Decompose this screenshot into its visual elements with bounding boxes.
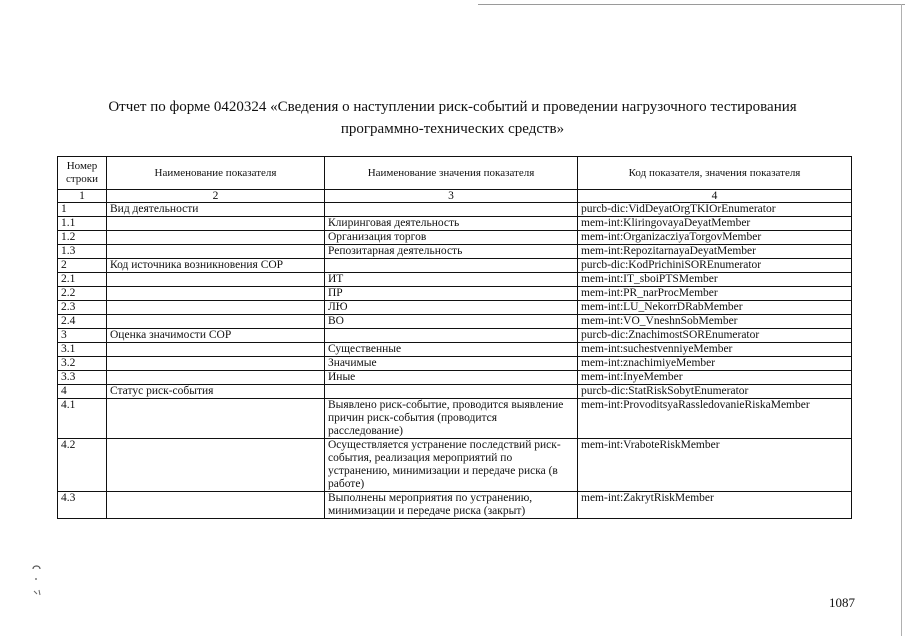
column-number: 1 (58, 190, 107, 203)
table-row (58, 343, 852, 357)
row-number: 3.2 (58, 357, 107, 371)
indicator-name (107, 357, 325, 371)
indicator-code: mem-int:ProvoditsyaRassledovanieRiskaMember (578, 399, 852, 439)
value-name: ИТ (325, 273, 578, 287)
indicator-name (107, 343, 325, 357)
row-number: 3.1 (58, 343, 107, 357)
report-title (0, 96, 905, 140)
value-name: Существенные (325, 343, 578, 357)
value-name (325, 259, 578, 273)
row-number: 2.4 (58, 315, 107, 329)
value-name: Клиринговая деятельность (325, 217, 578, 231)
indicator-name: Вид деятельности (107, 203, 325, 217)
row-number: 1.2 (58, 231, 107, 245)
column-number: 4 (578, 190, 852, 203)
header-code: Код показателя, значения показателя (578, 157, 852, 190)
indicator-name (107, 287, 325, 301)
table-row (58, 259, 852, 273)
table-row (58, 231, 852, 245)
value-name (325, 329, 578, 343)
table-row (58, 492, 852, 519)
indicator-code: mem-int:VO_VneshnSobMember (578, 315, 852, 329)
value-name: Организация торгов (325, 231, 578, 245)
indicator-name (107, 301, 325, 315)
indicator-code: mem-int:KliringovayaDeyatMember (578, 217, 852, 231)
value-name: ПР (325, 287, 578, 301)
table-row (58, 203, 852, 217)
indicator-code: purcb-dic:KodPrichiniSOREnumerator (578, 259, 852, 273)
table-row (58, 399, 852, 439)
report-title-line2: программно-технических средств» (340, 121, 565, 137)
row-number: 4.3 (58, 492, 107, 519)
table-row (58, 273, 852, 287)
indicator-code: purcb-dic:StatRiskSobytEnumerator (578, 385, 852, 399)
indicator-name: Статус риск-события (107, 385, 325, 399)
indicator-name (107, 399, 325, 439)
column-number-row (58, 190, 852, 203)
table-row (58, 357, 852, 371)
table-row (58, 217, 852, 231)
value-name: Репозитарная деятельность (325, 245, 578, 259)
value-name: Выявлено риск-событие, проводится выявление причин риск-события (проводится расследование) (325, 399, 578, 439)
indicator-name (107, 492, 325, 519)
table-row (58, 287, 852, 301)
indicator-code: mem-int:suchestvenniyeMember (578, 343, 852, 357)
indicator-name (107, 371, 325, 385)
report-title-line1: Отчет по форме 0420324 «Сведения о наступлении риск-событий и проведении нагрузочного тестирования (108, 99, 797, 115)
table-row (58, 329, 852, 343)
indicator-code: mem-int:InyeMember (578, 371, 852, 385)
indicator-code: mem-int:IT_sboiPTSMember (578, 273, 852, 287)
row-number: 2.2 (58, 287, 107, 301)
indicator-code: mem-int:ZakrytRiskMember (578, 492, 852, 519)
indicator-name: Оценка значимости СОР (107, 329, 325, 343)
indicator-name (107, 315, 325, 329)
table-header-row (58, 157, 852, 190)
row-number: 1 (58, 203, 107, 217)
row-number: 4.2 (58, 439, 107, 492)
row-number: 3.3 (58, 371, 107, 385)
row-number: 2.3 (58, 301, 107, 315)
row-number: 1.3 (58, 245, 107, 259)
row-number: 2.1 (58, 273, 107, 287)
value-name: ВО (325, 315, 578, 329)
indicator-code: mem-int:RepozitarnayaDeyatMember (578, 245, 852, 259)
indicator-code: mem-int:LU_NekorrDRabMember (578, 301, 852, 315)
column-number: 2 (107, 190, 325, 203)
row-number: 4 (58, 385, 107, 399)
column-number: 3 (325, 190, 578, 203)
table-row (58, 301, 852, 315)
scan-margin-mark (30, 563, 46, 603)
table-row (58, 439, 852, 492)
indicator-name (107, 217, 325, 231)
indicator-code: mem-int:VraboteRiskMember (578, 439, 852, 492)
page-number: 1087 (829, 595, 855, 610)
table-row (58, 315, 852, 329)
header-row-number: Номер строки (58, 157, 107, 190)
table-row (58, 245, 852, 259)
indicator-name: Код источника возникновения СОР (107, 259, 325, 273)
value-name: Осуществляется устранение последствий риск-события, реализация мероприятий по устранению, минимизации и передаче риска (в работе) (325, 439, 578, 492)
indicator-name (107, 439, 325, 492)
header-indicator-name: Наименование показателя (107, 157, 325, 190)
indicator-name (107, 231, 325, 245)
indicator-code: mem-int:OrganizacziyaTorgovMember (578, 231, 852, 245)
row-number: 3 (58, 329, 107, 343)
indicator-table (57, 156, 852, 519)
indicator-name (107, 273, 325, 287)
indicator-name (107, 245, 325, 259)
value-name: Иные (325, 371, 578, 385)
table-row (58, 385, 852, 399)
scan-edge-top (478, 4, 905, 5)
indicator-code: mem-int:PR_narProcMember (578, 287, 852, 301)
value-name: Выполнены мероприятия по устранению, минимизации и передаче риска (закрыт) (325, 492, 578, 519)
row-number: 2 (58, 259, 107, 273)
indicator-code: mem-int:znachimiyeMember (578, 357, 852, 371)
indicator-code: purcb-dic:ZnachimostSOREnumerator (578, 329, 852, 343)
value-name (325, 203, 578, 217)
row-number: 4.1 (58, 399, 107, 439)
row-number: 1.1 (58, 217, 107, 231)
table-row (58, 371, 852, 385)
value-name: Значимые (325, 357, 578, 371)
header-value-name: Наименование значения показателя (325, 157, 578, 190)
indicator-code: purcb-dic:VidDeyatOrgTKIOrEnumerator (578, 203, 852, 217)
value-name (325, 385, 578, 399)
value-name: ЛЮ (325, 301, 578, 315)
